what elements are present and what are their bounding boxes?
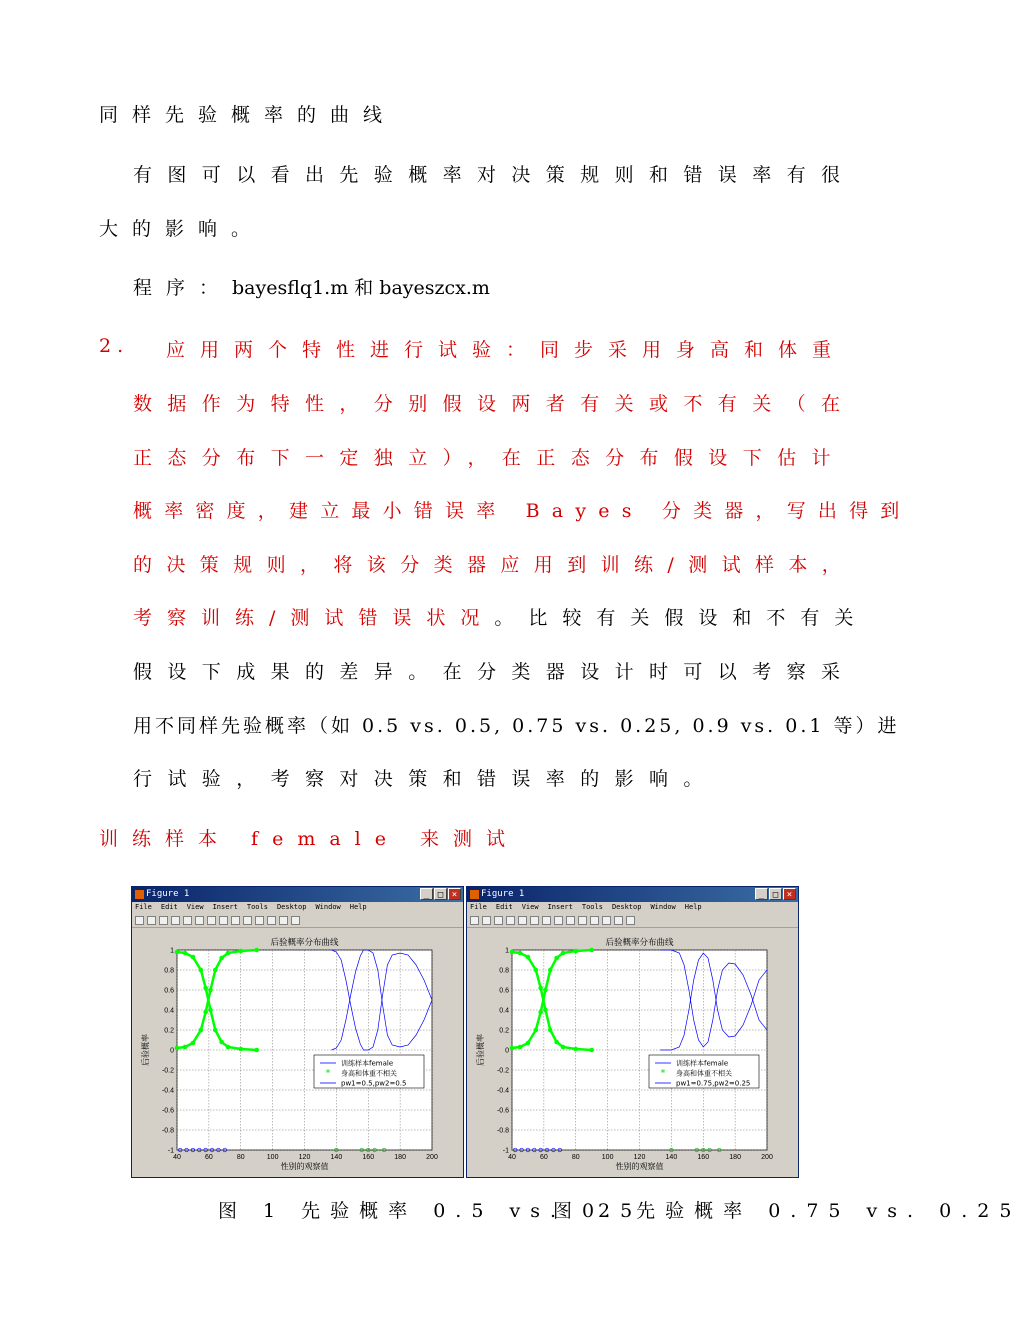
text-line-2: 有图可以看出先验概率对决策规则和错误率有很: [133, 164, 856, 186]
red-line-5: 的决策规则，将该分类器应用到训练/测试样本，: [133, 554, 856, 576]
menu-tools[interactable]: Tools: [581, 903, 603, 911]
menu-bar: [132, 902, 463, 913]
menu-desktop[interactable]: Desktop: [276, 903, 307, 911]
rotate-icon[interactable]: [231, 916, 240, 925]
figure-window-1: [131, 886, 464, 1178]
x-tick-label: 200: [426, 1154, 438, 1161]
minimize-button[interactable]: _: [755, 888, 768, 900]
y-tick-label: 0.6: [164, 987, 174, 995]
save-icon[interactable]: [159, 916, 168, 925]
section-heading: 训练样本 female 来测试: [99, 828, 520, 850]
series-marker: [573, 949, 578, 954]
matlab-icon: [470, 890, 479, 899]
series-marker: [208, 988, 213, 993]
pan-icon[interactable]: [554, 916, 563, 925]
y-tick-label: 1: [505, 947, 509, 955]
black-line-3: 行试验，考察对决策和错误率的影响。: [133, 768, 718, 790]
window-title: Figure 1: [146, 889, 190, 899]
menu-edit[interactable]: Edit: [495, 903, 513, 911]
series-marker: [219, 1040, 224, 1045]
x-tick-label: 40: [508, 1154, 516, 1161]
y-tick-label: -0.6: [496, 1107, 509, 1115]
new-file-icon[interactable]: [470, 916, 479, 925]
series-marker: [573, 1047, 578, 1052]
y-tick-label: -0.6: [161, 1107, 174, 1115]
x-axis-label: 性别的观察值: [280, 1162, 329, 1171]
x-tick-label: 60: [539, 1154, 548, 1161]
legend-icon[interactable]: [602, 916, 611, 925]
pointer-icon[interactable]: [183, 916, 192, 925]
series-marker: [543, 988, 548, 993]
series-marker: [219, 956, 224, 961]
menu-window[interactable]: Window: [315, 903, 341, 911]
series-marker: [191, 955, 196, 960]
y-tick-label: -0.8: [496, 1127, 509, 1135]
zoom-out-icon[interactable]: [542, 916, 551, 925]
y-tick-label: 0.4: [499, 1007, 509, 1015]
item-number: 2.: [99, 335, 130, 357]
menu-insert[interactable]: Insert: [212, 903, 238, 911]
menu-view[interactable]: View: [186, 903, 204, 911]
x-tick-label: 80: [571, 1154, 580, 1161]
series-marker: [203, 1010, 208, 1015]
x-tick-label: 160: [362, 1154, 375, 1161]
x-tick-label: 160: [697, 1154, 710, 1161]
x-tick-label: 40: [173, 1154, 181, 1161]
window-title: Figure 1: [481, 889, 525, 899]
series-marker: [518, 951, 523, 956]
menu-file[interactable]: File: [135, 903, 152, 911]
legend-entry: pw1=0.75,pw2=0.25: [676, 1079, 751, 1088]
zoom-in-icon[interactable]: [195, 916, 204, 925]
series-marker: [226, 1045, 231, 1050]
series-marker: [534, 1028, 539, 1033]
series-marker: [238, 949, 243, 954]
black-line-2: 用不同样先验概率（如 0.5 vs. 0.5, 0.75 vs. 0.25, 0.9 vs. 0.1 等）进: [133, 715, 900, 737]
colorbar-icon[interactable]: [590, 916, 599, 925]
zoom-in-icon[interactable]: [530, 916, 539, 925]
menu-file[interactable]: File: [470, 903, 487, 911]
series-marker: [548, 968, 553, 973]
x-tick-label: 80: [236, 1154, 245, 1161]
x-tick-label: 120: [633, 1154, 646, 1161]
x-tick-label: 60: [204, 1154, 213, 1161]
y-tick-label: -0.4: [496, 1087, 509, 1095]
series-marker: [589, 1048, 594, 1053]
figure-toolbar: [132, 913, 463, 928]
series-marker: [175, 950, 180, 955]
series-marker: [203, 986, 208, 991]
open-file-icon[interactable]: [482, 916, 491, 925]
legend-icon[interactable]: [267, 916, 276, 925]
print-icon[interactable]: [506, 916, 515, 925]
print-icon[interactable]: [171, 916, 180, 925]
y-tick-label: -0.2: [161, 1067, 174, 1075]
data-cursor-icon[interactable]: [578, 916, 587, 925]
pan-icon[interactable]: [219, 916, 228, 925]
menu-window[interactable]: Window: [650, 903, 676, 911]
y-tick-label: -0.8: [161, 1127, 174, 1135]
figure-caption-2: 图 2 先验概率 0.75 vs. 0.25: [553, 1200, 1021, 1222]
matlab-icon: [135, 890, 144, 899]
legend-entry: pw1=0.5,pw2=0.5: [341, 1079, 407, 1088]
x-tick-label: 120: [298, 1154, 311, 1161]
series-marker: [199, 968, 204, 973]
series-marker: [191, 1041, 196, 1046]
series-marker: [518, 1045, 523, 1050]
series-marker: [561, 951, 566, 956]
y-tick-label: 0.4: [164, 1007, 174, 1015]
x-tick-label: 200: [761, 1154, 773, 1161]
red-line-4: 概率密度，建立最小错误率 Bayes 分类器，写出得到: [133, 500, 912, 522]
show-tools-icon[interactable]: [291, 916, 300, 925]
legend-entry: 训练样本female: [676, 1059, 729, 1068]
series-marker: [183, 1045, 188, 1050]
program-line: [133, 273, 490, 300]
mixed-line: [133, 603, 868, 630]
open-file-icon[interactable]: [147, 916, 156, 925]
maximize-button[interactable]: □: [769, 888, 782, 900]
mixed-red-text: 考察训练/测试错误状况: [133, 607, 495, 629]
series-marker: [213, 1028, 218, 1033]
program-label: 程序：: [133, 277, 233, 299]
series-marker: [254, 1048, 259, 1053]
series-marker: [526, 1041, 531, 1046]
menu-insert[interactable]: Insert: [547, 903, 573, 911]
rotate-icon[interactable]: [566, 916, 575, 925]
series-marker: [561, 1045, 566, 1050]
series-marker: [526, 955, 531, 960]
menu-bar: [467, 902, 798, 913]
close-button[interactable]: ×: [783, 888, 796, 900]
series-marker: [213, 968, 218, 973]
posterior-chart-2: [467, 928, 798, 1179]
zoom-out-icon[interactable]: [207, 916, 216, 925]
legend-marker: *: [325, 1069, 331, 1079]
minimize-button[interactable]: _: [420, 888, 433, 900]
y-tick-label: 0: [170, 1047, 174, 1055]
series-marker: [208, 1008, 213, 1013]
x-tick-label: 140: [665, 1154, 678, 1161]
menu-help[interactable]: Help: [684, 903, 702, 911]
hide-tools-icon[interactable]: [279, 916, 288, 925]
x-tick-label: 180: [729, 1154, 741, 1161]
maximize-button[interactable]: □: [434, 888, 447, 900]
y-tick-label: 1: [170, 947, 174, 955]
menu-view[interactable]: View: [521, 903, 539, 911]
show-tools-icon[interactable]: [626, 916, 635, 925]
new-file-icon[interactable]: [135, 916, 144, 925]
series-marker: [238, 1047, 243, 1052]
y-tick-label: 0: [505, 1047, 509, 1055]
legend-entry: 训练样本female: [341, 1059, 394, 1068]
y-axis-label: 后验概率: [476, 1034, 485, 1066]
chart-title: 后验概率分布曲线: [270, 938, 339, 948]
series-marker: [538, 986, 543, 991]
y-tick-label: 0.6: [499, 987, 509, 995]
figure-window-2: [466, 886, 799, 1178]
y-tick-label: -1: [502, 1147, 509, 1155]
close-button[interactable]: ×: [448, 888, 461, 900]
figure-caption-1: 图 1 先验概率 0.5 vs. 0.5: [218, 1200, 643, 1222]
y-tick-label: -0.2: [496, 1067, 509, 1075]
x-tick-label: 100: [601, 1154, 614, 1161]
chart-title: 后验概率分布曲线: [605, 938, 674, 948]
x-tick-label: 180: [394, 1154, 406, 1161]
posterior-chart-1: [132, 928, 463, 1179]
legend-marker: *: [660, 1069, 666, 1079]
save-icon[interactable]: [494, 916, 503, 925]
legend-entry: 身高和体重不相关: [676, 1069, 732, 1078]
series-marker: [175, 1046, 180, 1051]
text-line-1: 同样先验概率的曲线: [99, 104, 397, 126]
mixed-black-text: 。比较有关假设和不有关: [494, 607, 869, 629]
figure-titlebar: [467, 887, 798, 902]
y-tick-label: 0.8: [499, 967, 509, 975]
figure-toolbar: [467, 913, 798, 928]
series-marker: [510, 950, 515, 955]
menu-help[interactable]: Help: [349, 903, 367, 911]
pointer-icon[interactable]: [518, 916, 527, 925]
menu-desktop[interactable]: Desktop: [611, 903, 642, 911]
menu-tools[interactable]: Tools: [246, 903, 268, 911]
legend-entry: 身高和体重不相关: [341, 1069, 397, 1078]
series-marker: [199, 1028, 204, 1033]
menu-edit[interactable]: Edit: [160, 903, 178, 911]
figure-titlebar: [132, 887, 463, 902]
series-marker: [589, 948, 594, 953]
y-tick-label: 0.2: [499, 1027, 509, 1035]
y-axis-label: 后验概率: [141, 1034, 150, 1066]
series-marker: [554, 956, 559, 961]
y-tick-label: 0.8: [164, 967, 174, 975]
series-marker: [543, 1008, 548, 1013]
series-marker: [183, 951, 188, 956]
hide-tools-icon[interactable]: [614, 916, 623, 925]
red-line-3: 正态分布下一定独立），在正态分布假设下估计: [133, 447, 846, 469]
x-tick-label: 140: [330, 1154, 343, 1161]
black-line-1: 假设下成果的差异。在分类器设计时可以考察采: [133, 661, 856, 683]
series-marker: [510, 1046, 515, 1051]
y-tick-label: 0.2: [164, 1027, 174, 1035]
series-marker: [534, 968, 539, 973]
red-line-1: 应用两个特性进行试验：同步采用身高和体重: [166, 339, 847, 361]
x-tick-label: 100: [266, 1154, 279, 1161]
colorbar-icon[interactable]: [255, 916, 264, 925]
series-marker: [226, 951, 231, 956]
series-marker: [538, 1010, 543, 1015]
data-cursor-icon[interactable]: [243, 916, 252, 925]
x-axis-label: 性别的观察值: [615, 1162, 664, 1171]
program-files: bayesflq1.m 和 bayeszcx.m: [232, 277, 490, 299]
series-marker: [548, 1028, 553, 1033]
y-tick-label: -0.4: [161, 1087, 174, 1095]
y-tick-label: -1: [167, 1147, 174, 1155]
text-line-3: 大的影响。: [99, 218, 265, 240]
red-line-2: 数据作为特性，分别假设两者有关或不有关（在: [133, 393, 856, 415]
series-marker: [554, 1040, 559, 1045]
series-marker: [254, 948, 259, 953]
